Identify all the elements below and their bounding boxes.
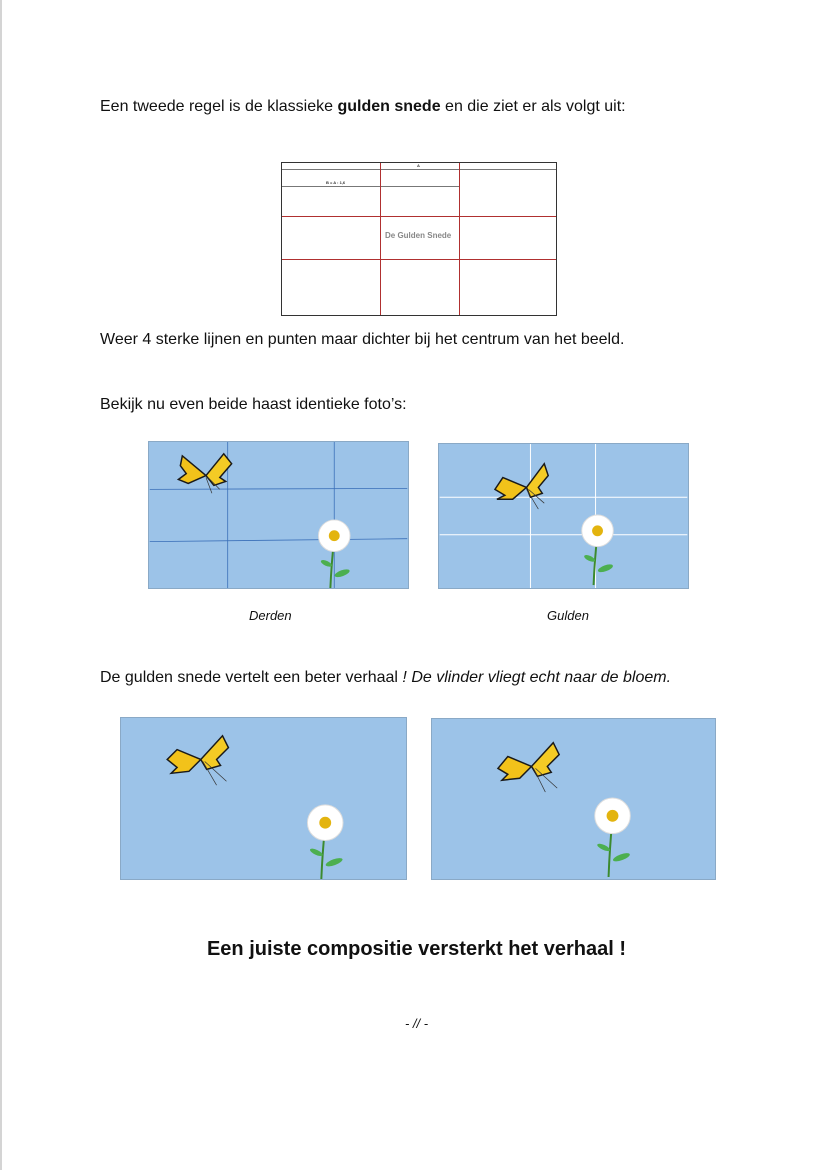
butterfly-icon bbox=[178, 454, 231, 493]
diagram-top-rule bbox=[282, 169, 556, 170]
conclusion-heading: Een juiste compositie versterkt het verhaal ! bbox=[206, 938, 627, 960]
photo-rule-of-thirds-scene bbox=[149, 442, 408, 588]
golden-section-diagram bbox=[281, 162, 557, 316]
photo-no-grid-right bbox=[431, 718, 716, 880]
page-left-border bbox=[0, 0, 2, 1170]
photo-no-grid-left bbox=[120, 717, 407, 880]
intro-text-before: Een tweede regel is de klassieke bbox=[100, 98, 338, 115]
diagram-vertical-line-2 bbox=[459, 163, 460, 315]
diagram-top-label: A bbox=[417, 163, 420, 168]
photo-no-grid-right-scene bbox=[432, 719, 715, 879]
paragraph-strong-lines: Weer 4 sterke lijnen en punten maar dichter bij het centrum van het beeld. bbox=[100, 331, 625, 348]
better-story-italic: ! De vlinder vliegt echt naar de bloem. bbox=[402, 669, 672, 686]
diagram-horizontal-line-2 bbox=[282, 259, 556, 260]
photo-no-grid-left-scene bbox=[121, 718, 406, 879]
intro-text-after: en die ziet er als volgt uit: bbox=[440, 98, 626, 115]
paragraph-better-story bbox=[100, 668, 671, 688]
diagram-vertical-line-1 bbox=[380, 163, 381, 315]
thirds-grid-line-h2 bbox=[150, 539, 407, 542]
photo-golden-section bbox=[438, 443, 689, 589]
page-number: - // - bbox=[404, 1016, 429, 1031]
daisy-icon bbox=[582, 515, 614, 585]
butterfly-icon bbox=[167, 736, 228, 785]
butterfly-icon bbox=[495, 464, 548, 509]
photo-golden-section-scene bbox=[439, 444, 688, 588]
intro-paragraph bbox=[100, 97, 626, 117]
diagram-center-label: De Gulden Snede bbox=[385, 231, 452, 240]
paragraph-compare-photos: Bekijk nu even beide haast identieke foto’s: bbox=[100, 396, 407, 413]
thirds-grid-line-h1 bbox=[150, 488, 407, 489]
daisy-icon bbox=[595, 798, 631, 877]
caption-thirds: Derden bbox=[249, 608, 292, 623]
better-story-normal: De gulden snede vertelt een beter verhaal bbox=[100, 669, 403, 686]
caption-golden: Gulden bbox=[547, 608, 589, 623]
diagram-horizontal-line-1 bbox=[282, 216, 556, 217]
diagram-ratio-rule bbox=[282, 186, 459, 187]
daisy-icon bbox=[307, 805, 343, 879]
photo-rule-of-thirds bbox=[148, 441, 409, 589]
butterfly-icon bbox=[498, 743, 559, 792]
diagram-ratio-label: B = A : 1,6 bbox=[326, 180, 346, 185]
intro-bold-term: gulden snede bbox=[337, 98, 441, 115]
